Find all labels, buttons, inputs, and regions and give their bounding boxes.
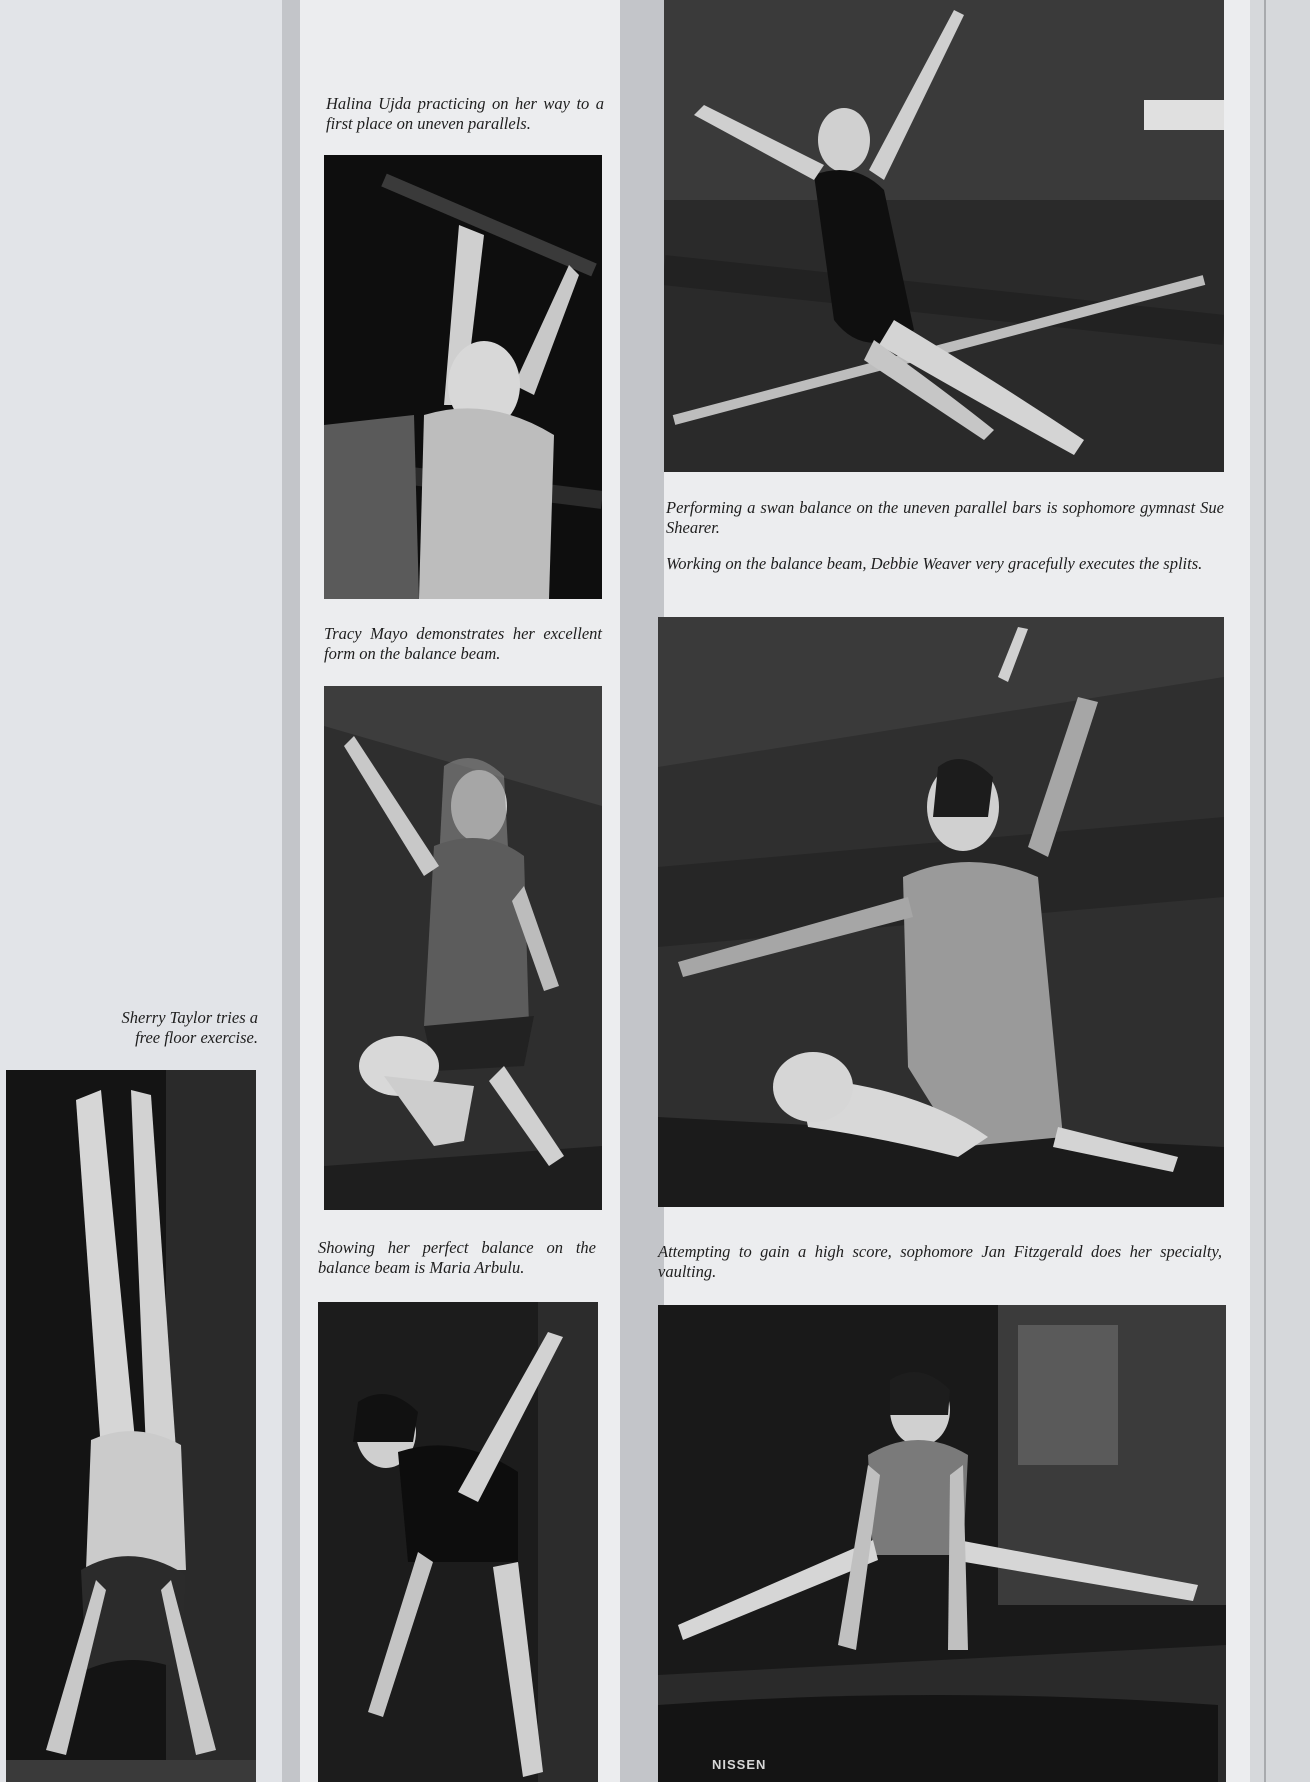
photo-debbie-splits: [658, 617, 1224, 1207]
caption-sue: Performing a swan balance on the uneven parallel bars is sophomore gymnast Sue Shearer.: [666, 498, 1224, 537]
page-edge: [1250, 0, 1310, 1782]
photo-tracy-balance-beam: [324, 686, 602, 1210]
photo-sue-swan-balance: [664, 0, 1224, 472]
vault-brand-label: NISSEN: [712, 1757, 767, 1772]
caption-sherry: Sherry Taylor tries a free floor exercise.: [121, 1008, 258, 1047]
caption-jan: Attempting to gain a high score, sophomore Jan Fitzgerald does her specialty, vaulting.: [658, 1242, 1222, 1281]
photo-jan-vaulting: [658, 1305, 1226, 1782]
caption-maria: Showing her perfect balance on the balance beam is Maria Arbulu.: [318, 1238, 596, 1277]
photo-sherry-handstand: [6, 1070, 256, 1782]
photo-halina-uneven-bars: [324, 155, 602, 599]
column-divider-left: [282, 0, 300, 1782]
caption-debbie: Working on the balance beam, Debbie Weaver very gracefully executes the splits.: [666, 554, 1203, 573]
caption-tracy: Tracy Mayo demonstrates her excellent form on the balance beam.: [324, 624, 602, 663]
caption-halina: Halina Ujda practicing on her way to a first place on uneven parallels.: [326, 94, 604, 133]
photo-maria-balance: [318, 1302, 598, 1782]
page-edge-line: [1264, 0, 1266, 1782]
